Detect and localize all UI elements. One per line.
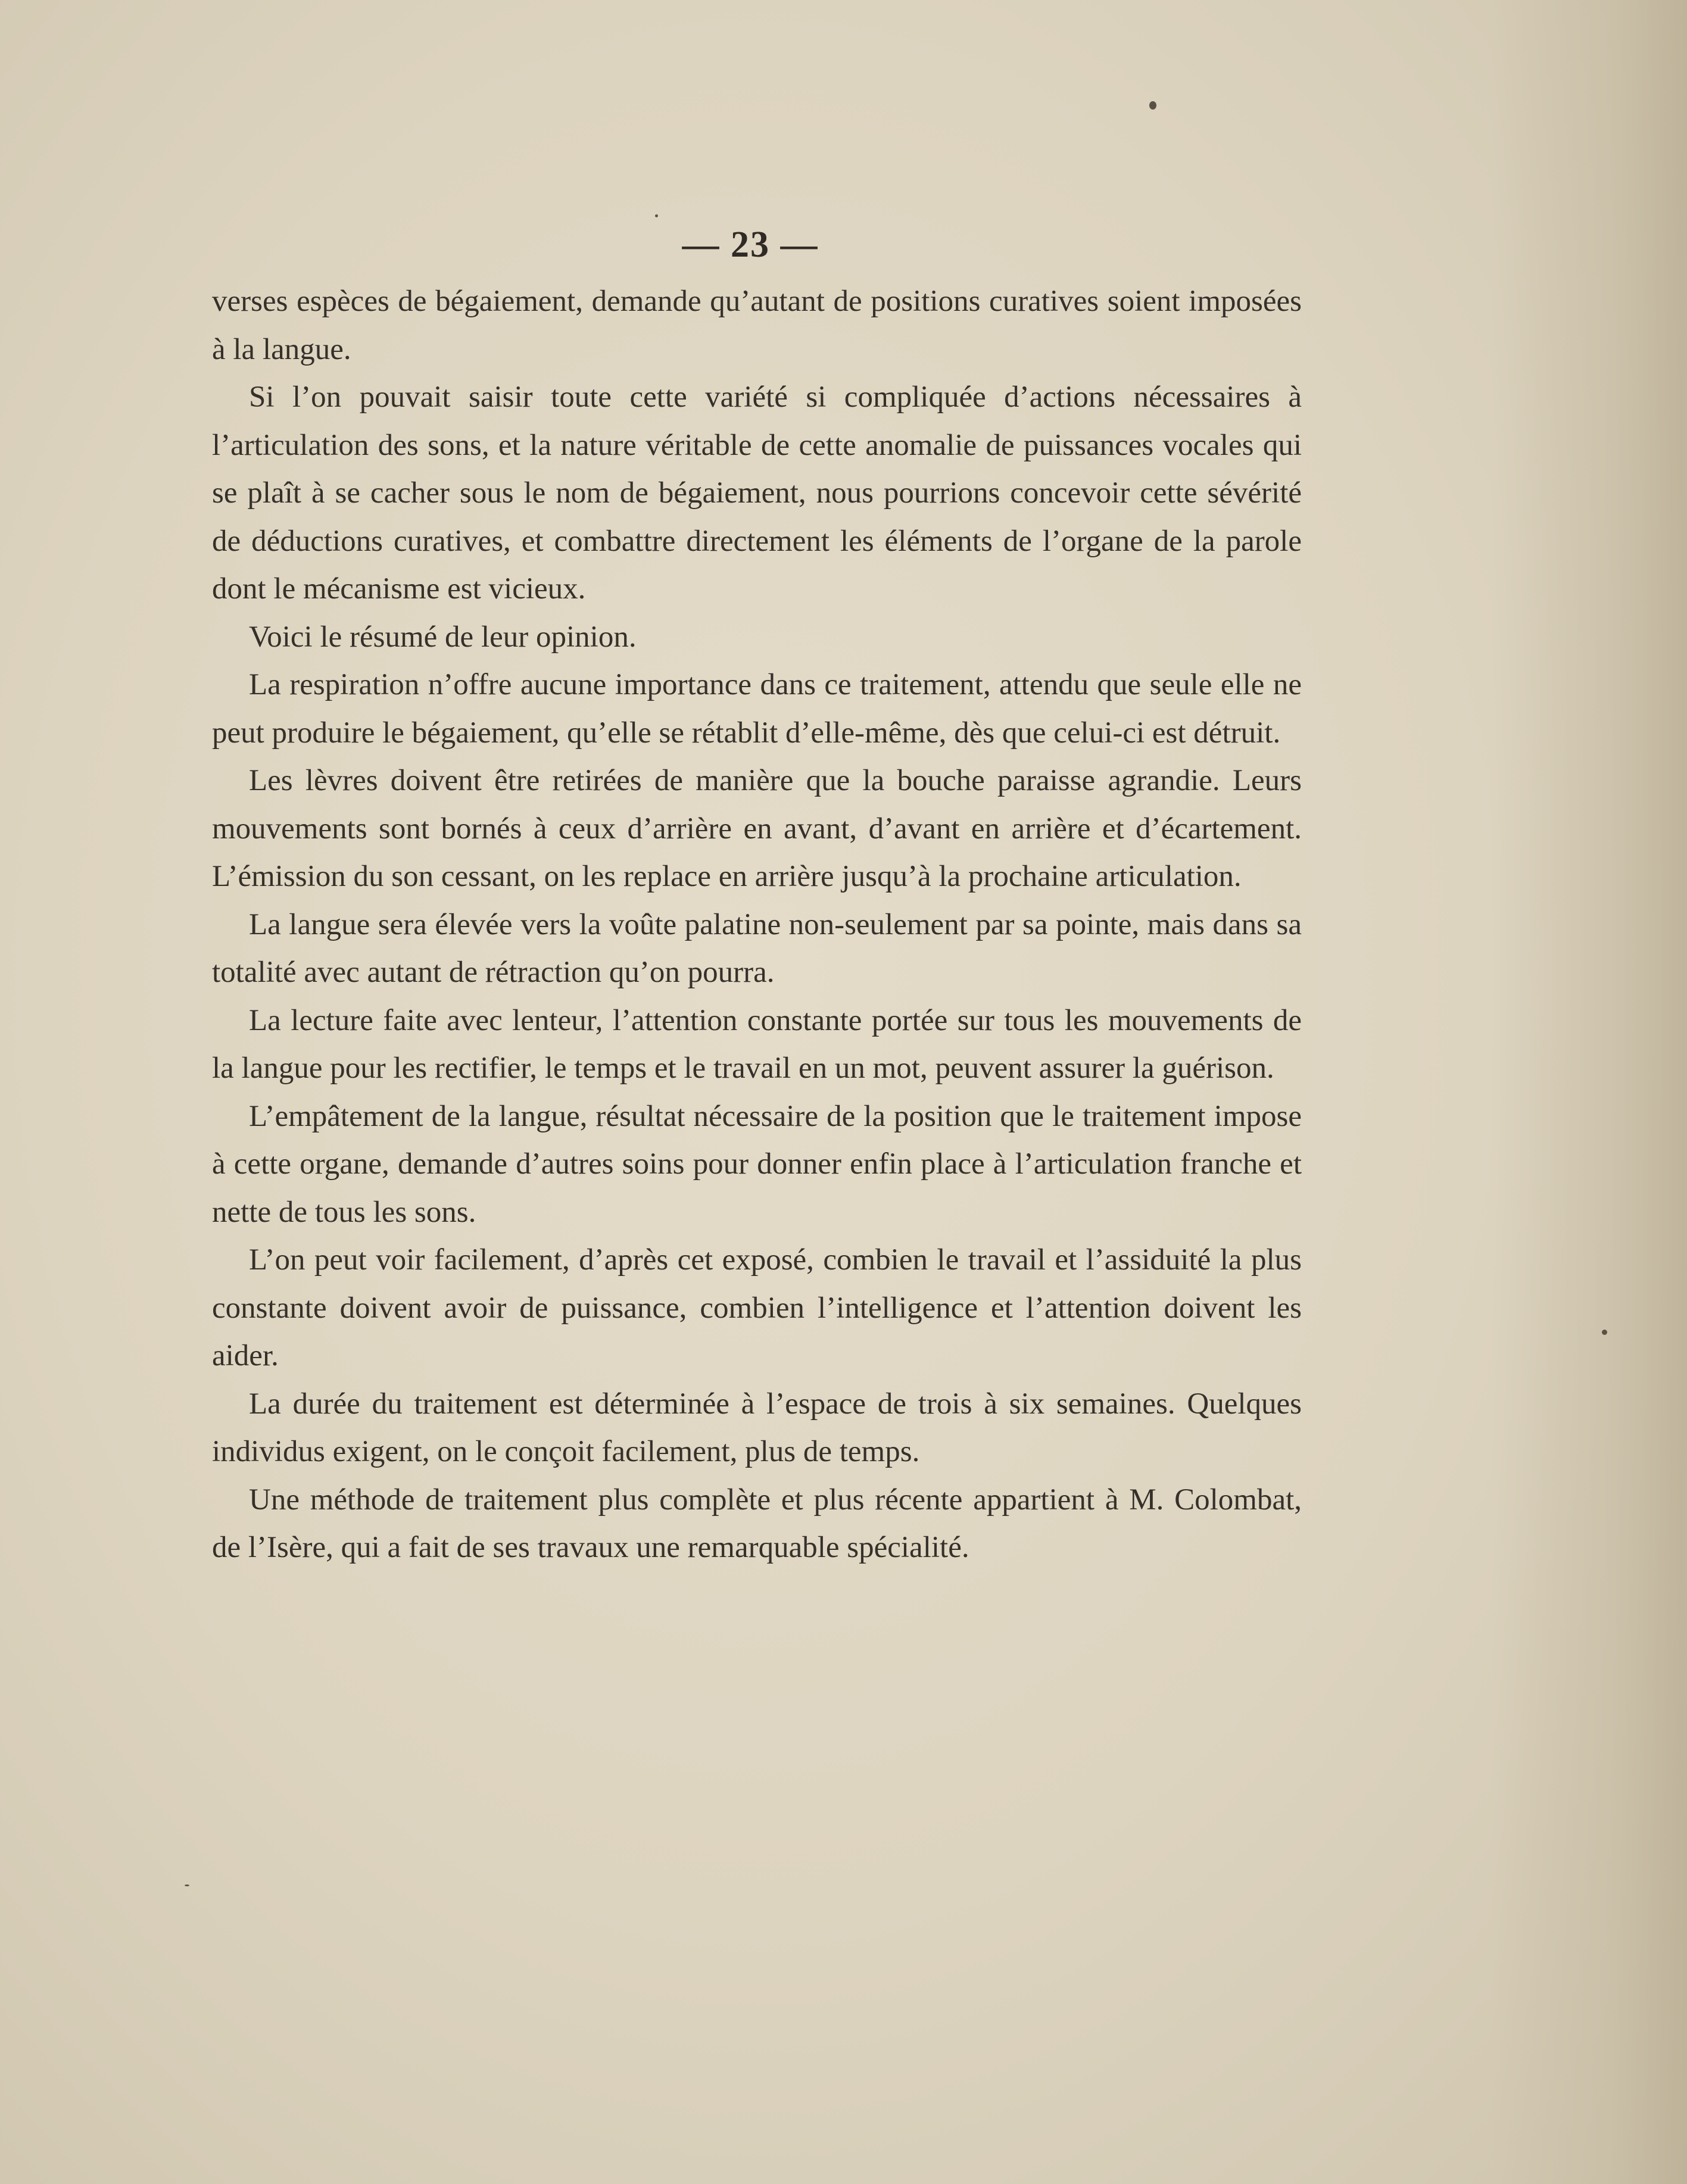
paragraph: Si l’on pouvait saisir toute cette variété si compliquée d’actions nécessaires à l’articulation des sons, et la nature véritable de cette anomalie de puissances vocales qui se plaît à se cacher sous le nom de bégaiement, nous pourrions concevoir cette sévérité de déductions curatives, et combattre directement les éléments de l’organe de la parole dont le mécanisme est vicieux. — [212, 380, 1302, 606]
paragraph: La durée du traitement est déterminée à l’espace de trois à six semaines. Quelques individus exigent, on le conçoit facilement, plus de temps. — [212, 1387, 1302, 1468]
ink-spot — [1602, 1330, 1607, 1335]
paragraph: Une méthode de traitement plus complète et plus récente appartient à M. Colombat, de l’Isère, qui a fait de ses travaux une remarquable spécialité. — [212, 1483, 1302, 1564]
paragraph: Les lèvres doivent être retirées de manière que la bouche paraisse agrandie. Leurs mouvements sont bornés à ceux d’arrière en avant, d’avant en arrière et d’écartement. L’émission du son cessant, on les replace en arrière jusqu’à la prochaine articulation. — [212, 764, 1302, 893]
ink-spot — [655, 214, 658, 217]
paragraph: L’on peut voir facilement, d’après cet exposé, combien le travail et l’assiduité la plus constante doivent avoir de puissance, combien l’intelligence et l’attention doivent les aider. — [212, 1243, 1302, 1372]
paragraph: La respiration n’offre aucune importance dans ce traitement, attendu que seule elle ne peut produire le bégaiement, qu’elle se rétablit d’elle-même, dès que celui-ci est détruit. — [212, 668, 1302, 750]
paragraph: La lecture faite avec lenteur, l’attention constante portée sur tous les mouvements de la langue pour les rectifier, le temps et le travail en un mot, peuvent assurer la guérison. — [212, 1003, 1302, 1085]
body-text — [212, 277, 1302, 1572]
paragraph: verses espèces de bégaiement, demande qu’autant de positions curatives soient imposées à la langue. — [212, 285, 1302, 366]
ink-spot — [185, 1885, 189, 1886]
ink-spot — [1149, 101, 1156, 110]
paragraph: Voici le résumé de leur opinion. — [249, 620, 637, 654]
page-edge-shading — [1490, 0, 1687, 2184]
paragraph: L’empâtement de la langue, résultat nécessaire de la position que le traitement impose à cette organe, demande d’autres soins pour donner enfin place à l’articulation franche et nette de tous les sons. — [212, 1099, 1302, 1229]
page-number: — 23 — — [682, 224, 819, 265]
paragraph: La langue sera élevée vers la voûte palatine non-seulement par sa pointe, mais dans sa totalité avec autant de rétraction qu’on pourra. — [212, 907, 1302, 989]
